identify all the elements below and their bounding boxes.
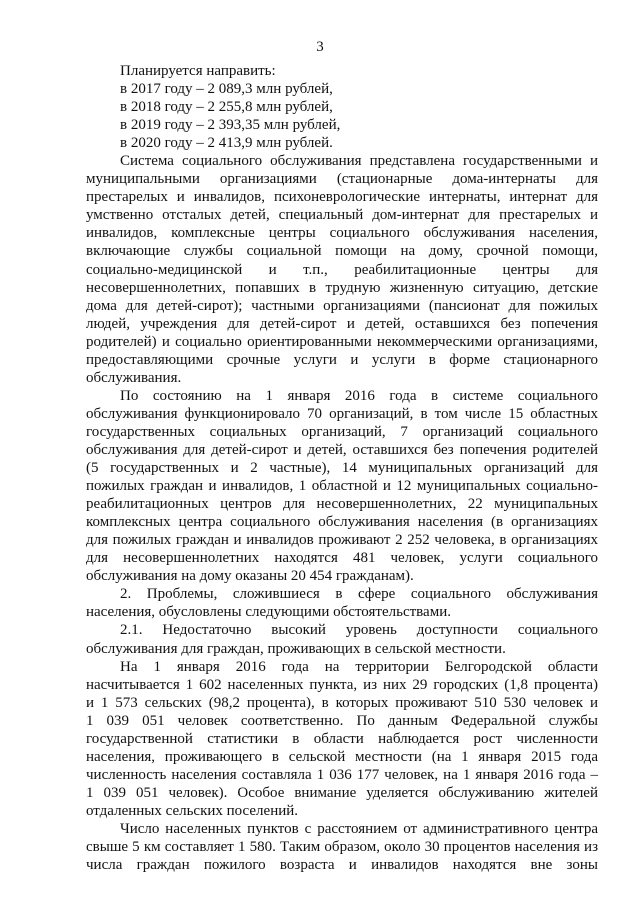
text-line: родителей) и социально ориентированными некоммерческими организациями, bbox=[86, 333, 598, 350]
text-line: людей, учреждения для детей-сирот и детей, оставшихся без попечения bbox=[86, 315, 598, 332]
text-line: Система социального обслуживания представлена государственными и bbox=[120, 153, 598, 170]
text-line: государственных социальных организаций, 7 организаций социального bbox=[86, 423, 598, 440]
text-line: обслуживания для детей-сирот и детей, оставшихся без попечения родителей bbox=[86, 441, 598, 458]
text-line: и 1 573 сельских (98,2 процента), в которых проживают 510 530 человек и bbox=[86, 694, 598, 711]
text-line: обслуживания. bbox=[86, 369, 182, 386]
text-line: На 1 января 2016 года на территории Белгородской области bbox=[120, 658, 598, 675]
text-line: в 2019 году – 2 393,35 млн рублей, bbox=[120, 117, 341, 134]
page-number: 3 bbox=[316, 39, 324, 55]
text-line: государственной статистики в области наблюдается рост численности bbox=[86, 730, 598, 747]
text-line: свыше 5 км составляет 1 580. Таким образом, около 30 процентов населения из bbox=[86, 839, 598, 856]
text-line: включающие службы социальной помощи на дому, срочной помощи, bbox=[86, 243, 598, 260]
text-line: 2. Проблемы, сложившиеся в сфере социального обслуживания bbox=[120, 586, 598, 603]
text-line: пожилых граждан и инвалидов, 1 областной и 12 муниципальных социально- bbox=[86, 478, 598, 495]
text-line: престарелых и инвалидов, психоневрологические интернаты, интернат для bbox=[86, 189, 598, 206]
text-line: несовершеннолетних, попавших в трудную жизненную ситуацию, детские bbox=[86, 279, 598, 296]
text-line: в 2020 году – 2 413,9 млн рублей. bbox=[120, 135, 333, 152]
text-line: обслуживания функционировало 70 организаций, в том числе 15 областных bbox=[86, 405, 598, 422]
text-line: дома для детей-сирот); частными организациями (пансионат для пожилых bbox=[86, 297, 598, 314]
text-line: насчитывается 1 602 населенных пункта, из них 29 городских (1,8 процента) bbox=[86, 676, 598, 693]
text-line: в 2017 году – 2 089,3 млн рублей, bbox=[120, 81, 333, 98]
text-line: обслуживания для граждан, проживающих в сельской местности. bbox=[86, 640, 506, 657]
text-line: отдаленных сельских поселений. bbox=[86, 802, 299, 819]
text-line: умственно отсталых детей, специальный дом-интернат для престарелых и bbox=[86, 207, 598, 224]
text-line: муниципальными организациями (стационарные дома-интернаты для bbox=[86, 171, 598, 188]
document-body bbox=[86, 62, 598, 874]
text-line: 1 039 051 человек). Особое внимание уделяется обслуживанию жителей bbox=[86, 784, 598, 801]
text-line: 2.1. Недостаточно высокий уровень доступности социального bbox=[120, 622, 598, 639]
text-line: для несовершеннолетних находятся 481 человек, услуги социального bbox=[86, 550, 598, 567]
text-line: населения, обусловлены следующими обстоятельствами. bbox=[86, 604, 451, 621]
text-line: 1 039 051 человек соответственно. По данным Федеральной службы bbox=[86, 712, 598, 729]
text-line: для пожилых граждан и инвалидов проживают 2 252 человека, в организациях bbox=[86, 532, 598, 549]
text-line: инвалидов, комплексные центры социального обслуживания населения, bbox=[86, 225, 598, 242]
text-line: реабилитационных центров для несовершеннолетних, 22 муниципальных bbox=[86, 496, 598, 513]
text-line: социально-медицинской и т.п., реабилитационные центры для bbox=[86, 261, 598, 278]
text-line: численность населения составляла 1 036 177 человек, на 1 января 2016 года – bbox=[86, 766, 598, 783]
text-line: комплексных центра социального обслуживания населения (в организациях bbox=[86, 514, 598, 531]
text-line: в 2018 году – 2 255,8 млн рублей, bbox=[120, 99, 333, 116]
text-line: Планируется направить: bbox=[120, 63, 276, 79]
text-line: (5 государственных и 2 частные), 14 муниципальных организаций для bbox=[86, 460, 598, 477]
text-line: числа граждан пожилого возраста и инвалидов находятся вне зоны bbox=[86, 857, 598, 874]
text-line: Число населенных пунктов с расстоянием от административного центра bbox=[120, 820, 598, 837]
text-line: По состоянию на 1 января 2016 года в системе социального bbox=[120, 387, 598, 404]
text-line: предоставляющими срочные услуги и услуги в форме стационарного bbox=[86, 351, 598, 368]
text-line: населения, проживающего в сельской местности (на 1 января 2015 года bbox=[86, 748, 598, 765]
text-line: обслуживания на дому оказаны 20 454 гражданам). bbox=[86, 568, 414, 585]
